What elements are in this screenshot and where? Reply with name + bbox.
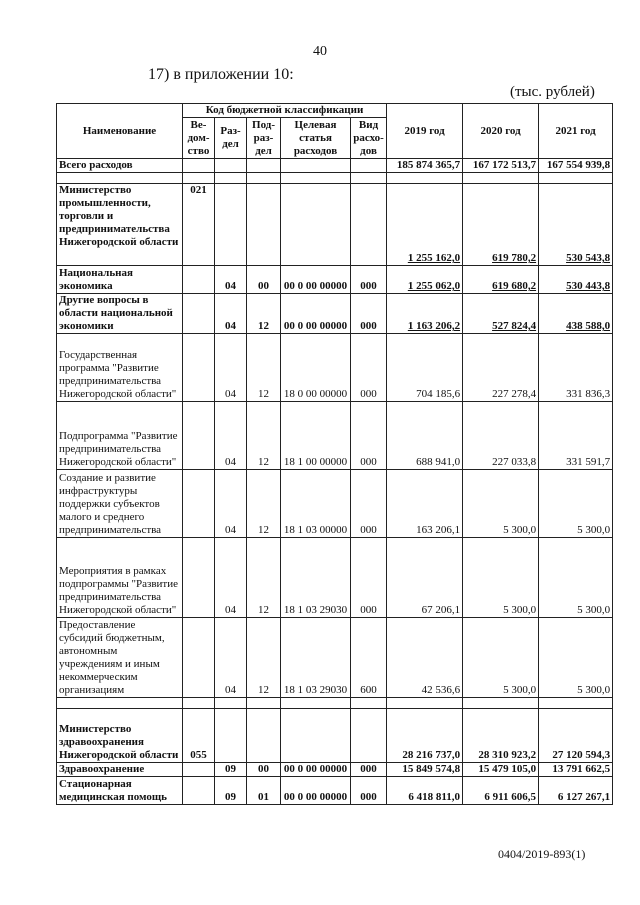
header-2020: 2020 год xyxy=(463,104,539,159)
header-vid: Вид расхо-дов xyxy=(351,118,387,159)
total-2019: 185 874 365,7 xyxy=(387,159,463,173)
row-2020: 619 680,2 xyxy=(463,266,539,294)
table-row xyxy=(57,470,613,538)
row-2019: 1 163 206,2 xyxy=(387,294,463,334)
row-podrazdel: 12 xyxy=(247,618,281,698)
row-2020: 15 479 105,0 xyxy=(463,763,539,777)
row-target: 00 0 00 00000 xyxy=(281,266,351,294)
row-2019: 42 536,6 xyxy=(387,618,463,698)
table-row xyxy=(57,184,613,266)
row-razdel: 04 xyxy=(215,334,247,402)
row-razdel: 04 xyxy=(215,402,247,470)
row-podrazdel xyxy=(247,709,281,763)
table-row xyxy=(57,402,613,470)
separator-row xyxy=(57,173,613,184)
row-2019: 28 216 737,0 xyxy=(387,709,463,763)
row-razdel: 04 xyxy=(215,538,247,618)
row-razdel: 04 xyxy=(215,470,247,538)
row-target: 00 0 00 00000 xyxy=(281,763,351,777)
row-2020: 5 300,0 xyxy=(463,470,539,538)
table-row xyxy=(57,763,613,777)
row-ved xyxy=(183,763,215,777)
row-2021: 331 591,7 xyxy=(539,402,613,470)
row-target: 18 0 00 00000 xyxy=(281,334,351,402)
row-name: Национальная экономика xyxy=(57,266,183,294)
row-ved xyxy=(183,470,215,538)
row-ved xyxy=(183,618,215,698)
header-razdel: Раз-дел xyxy=(215,118,247,159)
row-2021: 5 300,0 xyxy=(539,538,613,618)
row-2020: 28 310 923,2 xyxy=(463,709,539,763)
separator-row xyxy=(57,698,613,709)
row-name: Государственная программа "Развитие предпринимательства Нижегородской области" xyxy=(57,334,183,402)
row-2020: 5 300,0 xyxy=(463,618,539,698)
row-2020: 227 033,8 xyxy=(463,402,539,470)
row-podrazdel: 12 xyxy=(247,334,281,402)
row-vid: 000 xyxy=(351,538,387,618)
row-target xyxy=(281,184,351,266)
row-2019: 163 206,1 xyxy=(387,470,463,538)
row-2021: 13 791 662,5 xyxy=(539,763,613,777)
row-podrazdel: 00 xyxy=(247,763,281,777)
table-row xyxy=(57,334,613,402)
row-name: Предоставление субсидий бюджетным, автономным учреждениям и иным некоммерческим организациям xyxy=(57,618,183,698)
row-ved xyxy=(183,266,215,294)
row-2021: 530 443,8 xyxy=(539,266,613,294)
row-target: 18 1 03 29030 xyxy=(281,538,351,618)
row-name: Здравоохранение xyxy=(57,763,183,777)
row-razdel: 04 xyxy=(215,266,247,294)
row-name: Министерство здравоохранения Нижегородской области xyxy=(57,709,183,763)
row-podrazdel: 12 xyxy=(247,538,281,618)
header-target: Целевая статья расходов xyxy=(281,118,351,159)
total-name: Всего расходов xyxy=(57,159,183,173)
row-podrazdel: 12 xyxy=(247,294,281,334)
row-ved: 021 xyxy=(183,184,215,266)
table-row xyxy=(57,266,613,294)
row-2019: 67 206,1 xyxy=(387,538,463,618)
row-vid: 000 xyxy=(351,294,387,334)
row-target: 18 1 03 29030 xyxy=(281,618,351,698)
row-ved: 055 xyxy=(183,709,215,763)
row-2021: 6 127 267,1 xyxy=(539,777,613,805)
row-razdel xyxy=(215,184,247,266)
row-podrazdel: 12 xyxy=(247,470,281,538)
row-vid: 000 xyxy=(351,470,387,538)
header-name: Наименование xyxy=(57,104,183,159)
row-2019: 15 849 574,8 xyxy=(387,763,463,777)
row-ved xyxy=(183,777,215,805)
table-row xyxy=(57,294,613,334)
table-row xyxy=(57,538,613,618)
row-2021: 331 836,3 xyxy=(539,334,613,402)
row-name: Мероприятия в рамках подпрограммы "Развитие предпринимательства Нижегородской области" xyxy=(57,538,183,618)
row-podrazdel: 12 xyxy=(247,402,281,470)
row-target: 00 0 00 00000 xyxy=(281,777,351,805)
total-row xyxy=(57,159,613,173)
row-2020: 6 911 606,5 xyxy=(463,777,539,805)
page-number: 40 xyxy=(313,44,327,59)
row-2020: 527 824,4 xyxy=(463,294,539,334)
row-2019: 688 941,0 xyxy=(387,402,463,470)
row-vid: 000 xyxy=(351,402,387,470)
row-razdel: 09 xyxy=(215,763,247,777)
row-2020: 5 300,0 xyxy=(463,538,539,618)
row-2021: 438 588,0 xyxy=(539,294,613,334)
row-ved xyxy=(183,334,215,402)
row-2019: 704 185,6 xyxy=(387,334,463,402)
row-2020: 227 278,4 xyxy=(463,334,539,402)
document-code: 0404/2019-893(1) xyxy=(498,847,586,861)
row-2021: 27 120 594,3 xyxy=(539,709,613,763)
row-name: Другие вопросы в области национальной экономики xyxy=(57,294,183,334)
row-target: 18 1 00 00000 xyxy=(281,402,351,470)
row-2019: 1 255 162,0 xyxy=(387,184,463,266)
row-target: 00 0 00 00000 xyxy=(281,294,351,334)
row-razdel: 04 xyxy=(215,294,247,334)
table-row xyxy=(57,618,613,698)
table-row xyxy=(57,709,613,763)
row-2021: 5 300,0 xyxy=(539,470,613,538)
section-heading: 17) в приложении 10: xyxy=(148,66,294,83)
row-vid xyxy=(351,184,387,266)
header-2021: 2021 год xyxy=(539,104,613,159)
row-vid: 000 xyxy=(351,763,387,777)
row-razdel xyxy=(215,709,247,763)
units-label: (тыс. рублей) xyxy=(510,84,595,100)
row-2021: 530 543,8 xyxy=(539,184,613,266)
row-target xyxy=(281,709,351,763)
row-name: Стационарная медицинская помощь xyxy=(57,777,183,805)
row-podrazdel: 00 xyxy=(247,266,281,294)
row-ved xyxy=(183,402,215,470)
row-name: Министерство промышленности, торговли и предпринимательства Нижегородской области xyxy=(57,184,183,266)
row-2019: 1 255 062,0 xyxy=(387,266,463,294)
row-ved xyxy=(183,294,215,334)
row-name: Подпрограмма "Развитие предпринимательства Нижегородской области" xyxy=(57,402,183,470)
header-2019: 2019 год xyxy=(387,104,463,159)
row-vid: 000 xyxy=(351,777,387,805)
row-ved xyxy=(183,538,215,618)
row-name: Создание и развитие инфраструктуры поддержки субъектов малого и среднего предпринимательства xyxy=(57,470,183,538)
row-vid: 000 xyxy=(351,334,387,402)
row-vid: 000 xyxy=(351,266,387,294)
row-2019: 6 418 811,0 xyxy=(387,777,463,805)
budget-table xyxy=(56,103,613,805)
row-razdel: 09 xyxy=(215,777,247,805)
row-vid xyxy=(351,709,387,763)
header-code-group: Код бюджетной классификации xyxy=(183,104,387,118)
header-podrazdel: Под-раз-дел xyxy=(247,118,281,159)
total-2020: 167 172 513,7 xyxy=(463,159,539,173)
row-target: 18 1 03 00000 xyxy=(281,470,351,538)
row-vid: 600 xyxy=(351,618,387,698)
row-2020: 619 780,2 xyxy=(463,184,539,266)
row-2021: 5 300,0 xyxy=(539,618,613,698)
table-row xyxy=(57,777,613,805)
row-razdel: 04 xyxy=(215,618,247,698)
row-podrazdel: 01 xyxy=(247,777,281,805)
row-podrazdel xyxy=(247,184,281,266)
header-vedomstvo: Ве-дом-ство xyxy=(183,118,215,159)
total-2021: 167 554 939,8 xyxy=(539,159,613,173)
